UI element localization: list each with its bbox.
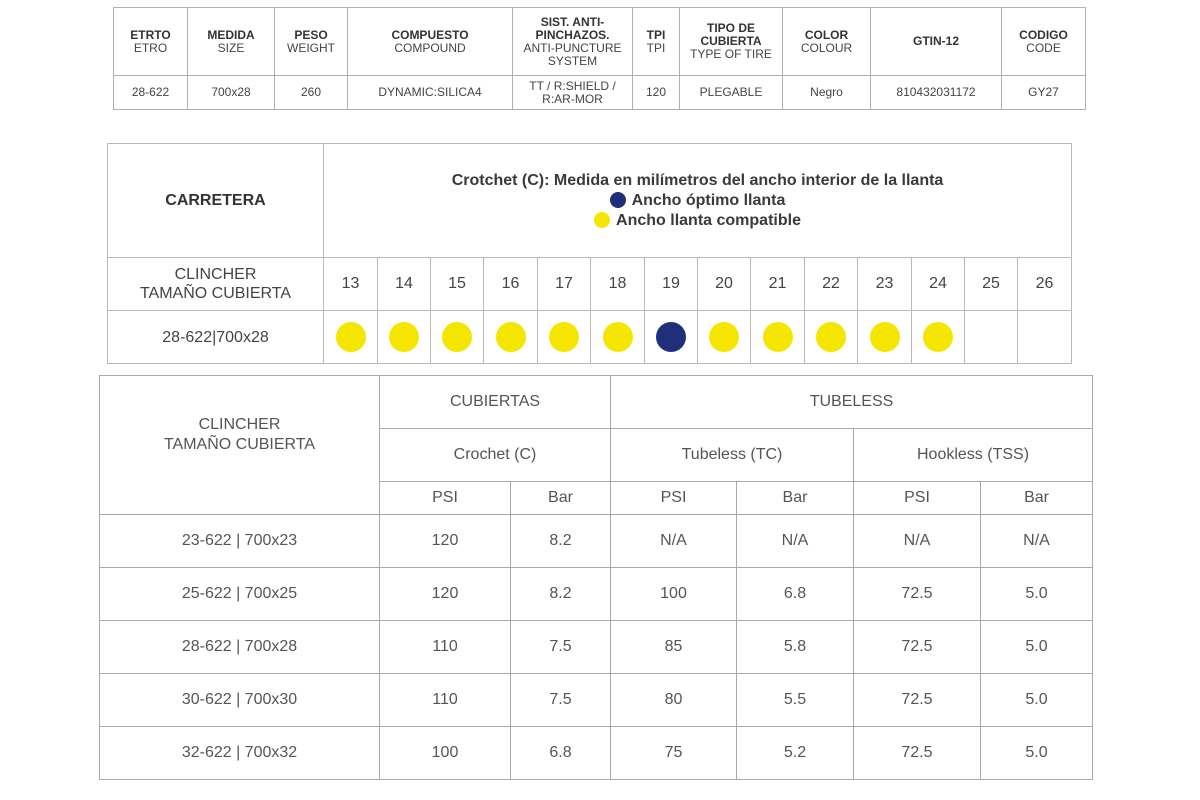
optimal-width-dot	[656, 322, 686, 352]
compat-cell-23	[858, 311, 912, 364]
pressure-cell-size: 30-622 | 700x30	[100, 674, 380, 727]
spec-header-size: MEDIDA SIZE	[188, 8, 275, 76]
compat-cell-17	[538, 311, 591, 364]
compat-cell-25	[965, 311, 1018, 364]
compat-cell-26	[1018, 311, 1072, 364]
pressure-size-header: CLINCHER TAMAÑO CUBIERTA	[100, 376, 380, 515]
legend-compatible-label: Ancho llanta compatible	[616, 211, 801, 229]
group-tubeless: TUBELESS	[611, 376, 1093, 429]
spec-table	[113, 7, 1086, 110]
pressure-cell-c-bar: 8.2	[511, 568, 611, 621]
compatible-width-dot	[709, 322, 739, 352]
compat-cell-19	[645, 311, 698, 364]
rim-width-24: 24	[912, 258, 965, 311]
pressure-cell-c-bar: 8.2	[511, 515, 611, 568]
pressure-cell-tc-bar: 5.2	[737, 727, 854, 780]
compat-cell-22	[805, 311, 858, 364]
pressure-row	[100, 674, 1093, 727]
pressure-cell-c-psi: 110	[380, 674, 511, 727]
spec-value-tire-type: PLEGABLE	[680, 76, 783, 110]
spec-header-antipuncture: SIST. ANTI-PINCHAZOS. ANTI-PUNCTURE SYSTEM	[513, 8, 633, 76]
spec-header-tpi: TPI TPI	[633, 8, 680, 76]
pressure-cell-tss-bar: 5.0	[981, 621, 1093, 674]
rim-width-23: 23	[858, 258, 912, 311]
compat-cell-15	[431, 311, 484, 364]
pressure-row	[100, 727, 1093, 780]
compat-cell-24	[912, 311, 965, 364]
pressure-cell-tss-psi: 72.5	[854, 727, 981, 780]
sub-tubeless: Tubeless (TC)	[611, 429, 854, 482]
unit-psi: PSI	[854, 482, 981, 515]
category-label: CARRETERA	[108, 144, 324, 258]
spec-header-tire-type: TIPO DE CUBIERTA TYPE OF TIRE	[680, 8, 783, 76]
pressure-row	[100, 621, 1093, 674]
spec-value-size: 700x28	[188, 76, 275, 110]
legend-optimal	[324, 191, 1071, 211]
spec-value-weight: 260	[275, 76, 348, 110]
spec-header-etrto: ETRTO ETRO	[114, 8, 188, 76]
pressure-cell-size: 28-622 | 700x28	[100, 621, 380, 674]
pressure-cell-c-bar: 7.5	[511, 621, 611, 674]
unit-bar: Bar	[511, 482, 611, 515]
spec-value-antipuncture: TT / R:SHIELD / R:AR-MOR	[513, 76, 633, 110]
pressure-cell-tc-bar: 5.5	[737, 674, 854, 727]
spec-header-row	[114, 8, 1086, 76]
pressure-cell-tss-bar: N/A	[981, 515, 1093, 568]
tire-size-label: 28-622|700x28	[108, 311, 324, 364]
pressure-cell-size: 32-622 | 700x32	[100, 727, 380, 780]
pressure-cell-c-psi: 120	[380, 515, 511, 568]
unit-bar: Bar	[737, 482, 854, 515]
spec-value-compound: DYNAMIC:SILICA4	[348, 76, 513, 110]
compat-cell-16	[484, 311, 538, 364]
clincher-size-header: CLINCHER TAMAÑO CUBIERTA	[108, 258, 324, 311]
group-cubiertas: CUBIERTAS	[380, 376, 611, 429]
pressure-cell-tss-psi: N/A	[854, 515, 981, 568]
legend-optimal-label: Ancho óptimo llanta	[631, 191, 786, 209]
compat-cell-21	[751, 311, 805, 364]
sub-hookless: Hookless (TSS)	[854, 429, 1093, 482]
dot-compatible-icon	[594, 212, 610, 228]
pressure-cell-tss-psi: 72.5	[854, 568, 981, 621]
sub-crochet: Crochet (C)	[380, 429, 611, 482]
compat-cell-13	[324, 311, 378, 364]
rim-width-15: 15	[431, 258, 484, 311]
pressure-cell-size: 23-622 | 700x23	[100, 515, 380, 568]
spec-value-tpi: 120	[633, 76, 680, 110]
rim-width-14: 14	[378, 258, 431, 311]
compat-mark-row	[108, 311, 1072, 364]
rim-width-25: 25	[965, 258, 1018, 311]
pressure-cell-c-bar: 6.8	[511, 727, 611, 780]
compat-cell-14	[378, 311, 431, 364]
rim-width-22: 22	[805, 258, 858, 311]
pressure-cell-tc-psi: N/A	[611, 515, 737, 568]
rim-width-13: 13	[324, 258, 378, 311]
spec-value-row	[114, 76, 1086, 110]
compatible-width-dot	[496, 322, 526, 352]
pressure-cell-tc-psi: 85	[611, 621, 737, 674]
unit-bar: Bar	[981, 482, 1093, 515]
compat-info-cell	[324, 144, 1072, 258]
pressure-cell-tss-bar: 5.0	[981, 674, 1093, 727]
spec-value-gtin: 810432031172	[871, 76, 1002, 110]
legend-compatible	[324, 211, 1071, 231]
pressure-cell-tss-bar: 5.0	[981, 727, 1093, 780]
spec-value-colour: Negro	[783, 76, 871, 110]
dot-optimal-icon	[610, 192, 626, 208]
spec-header-weight: PESO WEIGHT	[275, 8, 348, 76]
pressure-cell-c-psi: 100	[380, 727, 511, 780]
rim-width-19: 19	[645, 258, 698, 311]
compatible-width-dot	[389, 322, 419, 352]
rim-width-18: 18	[591, 258, 645, 311]
rim-width-16: 16	[484, 258, 538, 311]
pressure-cell-c-psi: 120	[380, 568, 511, 621]
pressure-cell-tss-psi: 72.5	[854, 674, 981, 727]
pressure-cell-c-bar: 7.5	[511, 674, 611, 727]
compatible-width-dot	[603, 322, 633, 352]
pressure-cell-tc-psi: 75	[611, 727, 737, 780]
pressure-table	[99, 375, 1093, 780]
rim-compatibility-table	[107, 143, 1072, 364]
pressure-cell-tc-psi: 80	[611, 674, 737, 727]
rim-width-row	[108, 258, 1072, 311]
spec-header-colour: COLOR COLOUR	[783, 8, 871, 76]
compatible-width-dot	[442, 322, 472, 352]
rim-width-21: 21	[751, 258, 805, 311]
spec-value-code: GY27	[1002, 76, 1086, 110]
pressure-cell-c-psi: 110	[380, 621, 511, 674]
compatible-width-dot	[336, 322, 366, 352]
compatible-width-dot	[923, 322, 953, 352]
unit-psi: PSI	[380, 482, 511, 515]
spec-value-etrto: 28-622	[114, 76, 188, 110]
pressure-cell-tc-bar: 6.8	[737, 568, 854, 621]
pressure-cell-tc-bar: 5.8	[737, 621, 854, 674]
pressure-cell-size: 25-622 | 700x25	[100, 568, 380, 621]
pressure-cell-tc-bar: N/A	[737, 515, 854, 568]
compatible-width-dot	[816, 322, 846, 352]
spec-header-code: CODIGO CODE	[1002, 8, 1086, 76]
pressure-cell-tss-psi: 72.5	[854, 621, 981, 674]
pressure-row	[100, 568, 1093, 621]
spec-header-gtin: GTIN-12	[871, 8, 1002, 76]
compatible-width-dot	[870, 322, 900, 352]
unit-psi: PSI	[611, 482, 737, 515]
pressure-cell-tc-psi: 100	[611, 568, 737, 621]
compatible-width-dot	[763, 322, 793, 352]
pressure-cell-tss-bar: 5.0	[981, 568, 1093, 621]
rim-width-20: 20	[698, 258, 751, 311]
spec-header-compound: COMPUESTO COMPOUND	[348, 8, 513, 76]
rim-width-17: 17	[538, 258, 591, 311]
compat-title: Crotchet (C): Medida en milímetros del ancho interior de la llanta	[451, 171, 944, 189]
pressure-row	[100, 515, 1093, 568]
rim-width-26: 26	[1018, 258, 1072, 311]
compat-cell-18	[591, 311, 645, 364]
compatible-width-dot	[549, 322, 579, 352]
compat-cell-20	[698, 311, 751, 364]
